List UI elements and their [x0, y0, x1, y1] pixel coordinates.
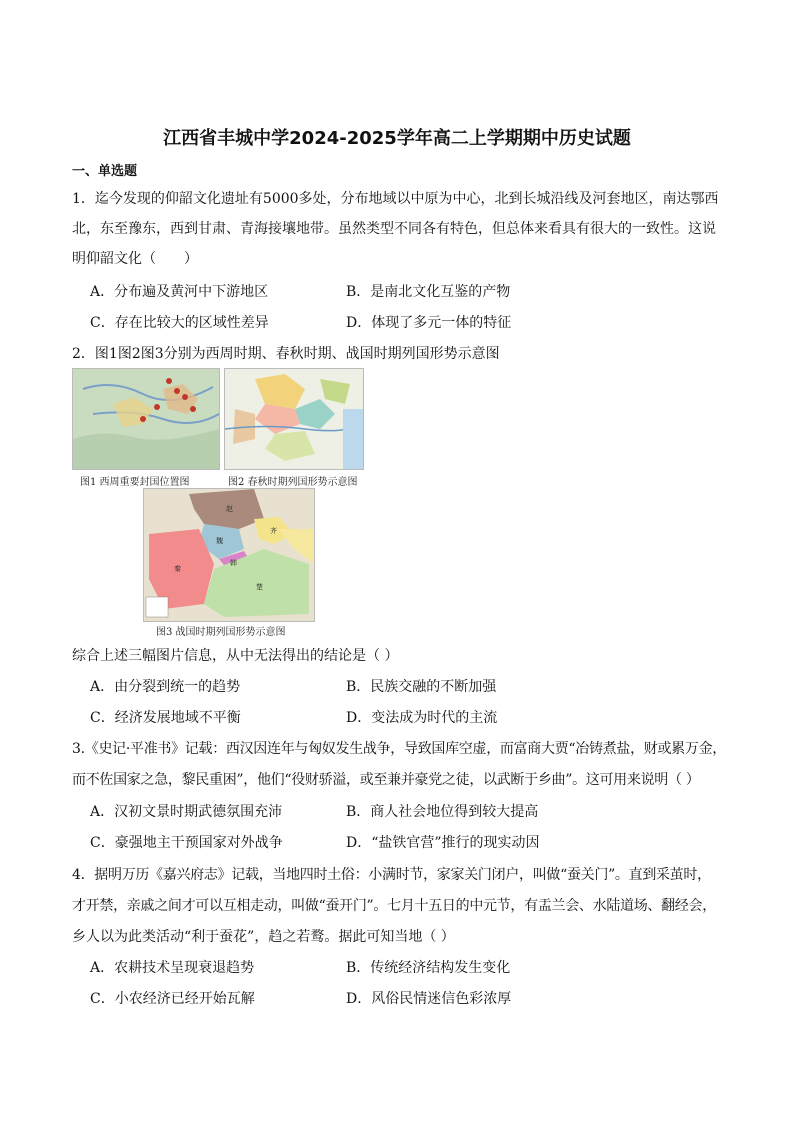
map-western-zhou — [72, 368, 220, 470]
q2-option-b: B．民族交融的不断加强 — [346, 679, 497, 695]
map-3-caption: 图3 战国时期列国形势示意图 — [156, 627, 286, 638]
q1-stem-line-1: 1．迄今发现的仰韶文化遗址有5000多处，分布地域以中原为中心，北到长城沿线及河套地区，南达鄂西 — [72, 191, 719, 207]
q4-stem-line-1: 4．据明万历《嘉兴府志》记载，当地四时土俗：小满时节，家家关门闭户，叫做“蚕关门”。直到采茧时， — [72, 867, 711, 883]
map3-label-qin: 秦 — [174, 565, 181, 573]
q2-option-c: C．经济发展地域不平衡 — [90, 710, 241, 726]
q3-stem-line-1: 3.《史记·平准书》记载：西汉因连年与匈奴发生战争，导致国库空虚，而富商大贾“冶铸煮盐，财或累万金， — [72, 741, 726, 757]
map-spring-autumn — [224, 368, 364, 470]
map3-label-wei: 魏 — [216, 537, 223, 545]
q4-option-b: B．传统经济结构发生变化 — [346, 960, 511, 976]
map3-label-qi: 齐 — [270, 527, 277, 535]
section-heading: 一、单选题 — [72, 164, 138, 179]
q4-option-a: A．农耕技术呈现衰退趋势 — [90, 960, 255, 976]
q3-option-c: C．豪强地主干预国家对外战争 — [90, 835, 283, 851]
q2-option-a: A．由分裂到统一的趋势 — [90, 679, 241, 695]
q1-stem-line-2: 北，东至豫东，西到甘肃、青海接壤地带。虽然类型不同各有特色，但总体来看具有很大的一致性。这说 — [72, 221, 716, 237]
q1-option-a: A．分布遍及黄河中下游地区 — [90, 284, 269, 300]
map3-label-han: 韩 — [230, 559, 237, 567]
map-warring-states — [143, 488, 315, 622]
q4-option-c: C．小农经济已经开始瓦解 — [90, 991, 255, 1007]
page-title: 江西省丰城中学2024-2025学年高二上学期期中历史试题 — [163, 128, 631, 149]
q3-option-a: A．汉初文景时期武德氛围充沛 — [90, 804, 283, 820]
q3-option-b: B．商人社会地位得到较大提高 — [346, 804, 539, 820]
q2-option-d: D．变法成为时代的主流 — [346, 710, 498, 726]
q1-option-b: B．是南北文化互鉴的产物 — [346, 284, 511, 300]
map-1-caption: 图1 西周重要封国位置图 — [80, 477, 190, 488]
q2-stem: 2．图1图2图3分别为西周时期、春秋时期、战国时期列国形势示意图 — [72, 346, 500, 362]
map-2-caption: 图2 春秋时期列国形势示意图 — [228, 477, 358, 488]
map3-label-zhao: 赵 — [226, 505, 233, 513]
q4-stem-line-3: 乡人以为此类活动“利于蚕花”，趋之若鹜。据此可知当地（ ） — [72, 929, 455, 945]
q1-stem-line-3: 明仰韶文化（ ） — [72, 251, 198, 267]
q2-question: 综合上述三幅图片信息，从中无法得出的结论是（ ） — [72, 648, 399, 664]
q3-option-d: D．“盐铁官营”推行的现实动因 — [346, 835, 540, 851]
map3-label-chu: 楚 — [256, 583, 263, 591]
q4-stem-line-2: 才开禁，亲戚之间才可以互相走动，叫做“蚕开门”。七月十五日的中元节，有盂兰会、水陆道场、翻经会， — [72, 898, 716, 914]
q3-stem-line-2: 而不佐国家之急，黎民重困”，他们“役财骄溢，或至兼并豪党之徒，以武断于乡曲”。这可用来说明（ ） — [72, 772, 700, 788]
q1-option-d: D．体现了多元一体的特征 — [346, 315, 512, 331]
q1-option-c: C．存在比较大的区域性差异 — [90, 315, 269, 331]
q4-option-d: D．风俗民情迷信色彩浓厚 — [346, 991, 512, 1007]
